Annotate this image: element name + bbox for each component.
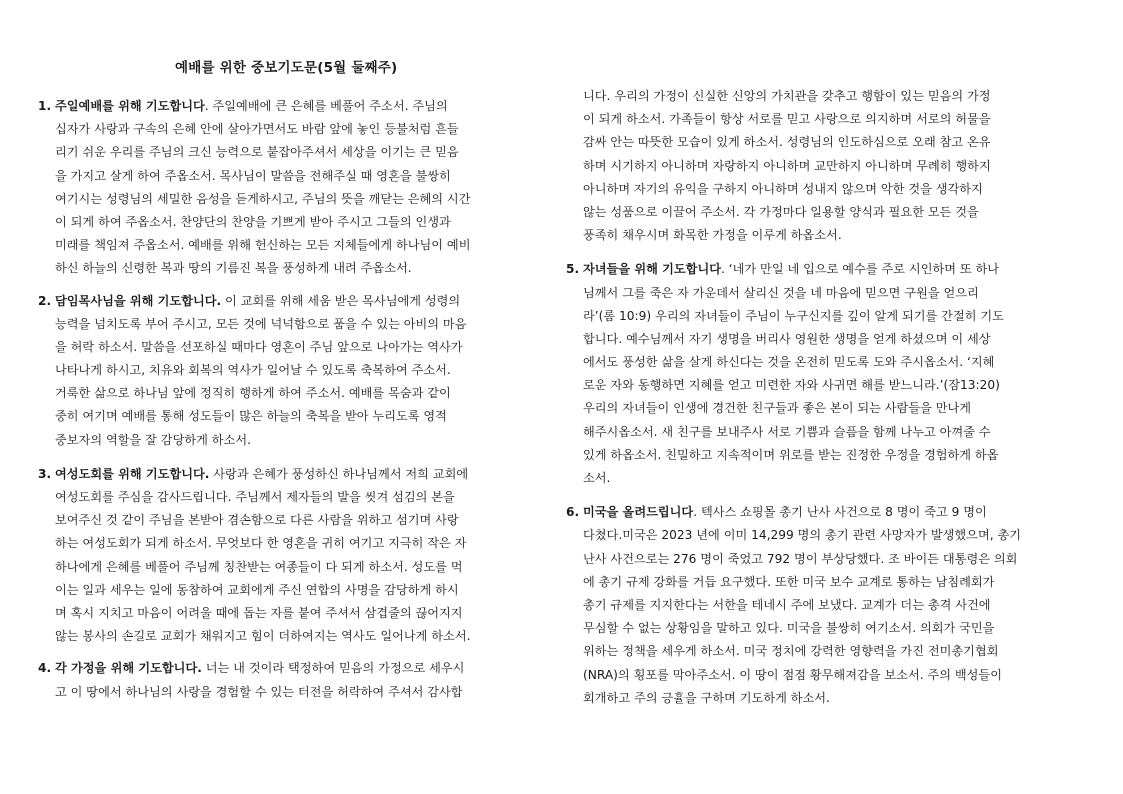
text-line: 리기 쉬운 우리를 주님의 크신 능력으로 붙잡아주셔서 세상을 이기는 큰 믿음 [55, 145, 459, 160]
section-number: 6. [566, 505, 580, 520]
section-1-heading-line [38, 95, 548, 118]
text-line: 여기시는 성령님의 세밀한 음성을 듣게하시고, 주님의 뜻을 깨닫는 은혜의 시간 [55, 191, 471, 206]
section-heading: 담임목사님을 위해 기도합니다. [55, 293, 222, 308]
text-line: 하신 하늘의 신령한 복과 땅의 기름진 복을 풍성하게 내려 주옵소서. [55, 261, 412, 276]
text-line: 않는 봉사의 손길로 교회가 채워지고 힘이 더하여지는 역사도 일어나게 하소서. [55, 629, 471, 644]
text-line: 난사 사건으로는 276 명이 죽었고 792 명이 부상당했다. 조 바이든 대통령은 의회 [583, 551, 1018, 566]
text-line: 님께서 그를 죽은 자 가운데서 살리신 것을 네 마음에 믿으면 구원을 얻으리 [583, 285, 979, 300]
text-line: 중보자의 역할을 잘 감당하게 하소서. [55, 432, 251, 447]
section-3-heading-line [38, 463, 548, 486]
text-line: 에 총기 규제 강화를 거듭 요구했다. 또한 미국 보수 교계로 통하는 남침례회가 [583, 574, 995, 589]
text-line: 하며 시기하지 아니하며 자랑하지 아니하며 교만하지 아니하며 무례히 행하지 [583, 158, 991, 173]
text-line: 로운 자와 동행하면 지혜를 얻고 미련한 자와 사귀면 해를 받느니라.’(잠13:20) [583, 378, 1000, 393]
section-text: 너는 내 것이라 택정하여 믿음의 가정으로 세우시 [201, 661, 465, 676]
text-line: 다쳤다.미국은 2023 년에 이미 14,299 명의 총기 관련 사망자가 발생했으며, 총기 [583, 528, 1022, 543]
section-text: 이 교회를 위해 세움 받은 목사님에게 성령의 [221, 293, 461, 308]
text-line: 않는 성품으로 이끌어 주소서. 각 가정마다 일용할 양식과 필요한 모든 것을 [583, 204, 979, 219]
text-line: 위하는 정책을 세우게 하소서. 미국 정치에 강력한 영향력을 가진 전미총기협회 [583, 644, 999, 659]
section-4-heading-line [38, 657, 548, 680]
left-column [38, 95, 548, 704]
text-line: 능력을 넘치도록 부어 주시고, 모든 것에 넉넉함으로 품을 수 있는 아비의 마음 [55, 316, 467, 331]
section-text: . 주일예배에 큰 은혜를 베풀어 주소서. 주님의 [204, 99, 448, 113]
section-heading: 미국을 올려드립니다 [583, 505, 694, 520]
text-line: 니다. 우리의 가정이 신실한 신앙의 가치관을 갖추고 행함이 있는 믿음의 가정 [583, 89, 991, 103]
text-line: 십자가 사랑과 구속의 은혜 안에 살아가면서도 바람 앞에 놓인 등불처럼 흔들 [55, 122, 459, 137]
text-line: 을 가지고 살게 하여 주옵소서. 목사님이 말씀을 전해주실 때 영혼을 불쌍히 [55, 168, 451, 183]
text-line: 풍족히 채우시며 화목한 가정을 이루게 하옵소서. [583, 228, 842, 243]
text-line: 이는 일과 세우는 일에 동참하여 교회에게 주신 연합의 사명을 감당하게 하시 [55, 582, 459, 597]
text-line: 라’(롬 10:9) 우리의 자녀들이 주님이 누구신지를 깊이 알게 되기를 간절히 기도 [583, 308, 1004, 323]
section-2-heading-line [38, 290, 548, 313]
text-line: 해주시옵소서. 새 친구를 보내주사 서로 기쁨과 슬픔을 함께 나누고 아껴줄 수 [583, 424, 991, 439]
text-line: 감싸 안는 따뜻한 모습이 있게 하소서. 성령님의 인도하심으로 오래 참고 온유 [583, 135, 991, 150]
section-text: . 텍사스 쇼핑몰 총기 난사 사건으로 8 명이 죽고 9 명이 [693, 505, 987, 520]
section-6-heading-line [566, 501, 1074, 524]
text-line: 고 이 땅에서 하나님의 사랑을 경험할 수 있는 터전을 허락하여 주셔서 감사합 [55, 684, 463, 699]
text-line: 하는 여성도회가 되게 하소서. 무엇보다 한 영혼을 귀히 여기고 지극히 작은 자 [55, 536, 467, 551]
page-title: 예배를 위한 중보기도문(5월 둘째주) [175, 60, 398, 76]
text-line: 무심할 수 없는 상황임을 말하고 있다. 미국을 불쌍히 여기소서. 의회가 국민을 [583, 621, 995, 636]
text-line: 하나에게 은혜를 베풀어 주님께 칭찬받는 여종들이 다 되게 하소서. 성도를 먹 [55, 559, 463, 574]
text-line: 합니다. 예수님께서 자기 생명을 버리사 영원한 생명을 얻게 하셨으며 이 세상 [583, 331, 991, 346]
text-line: 있게 하옵소서. 친밀하고 지속적이며 위로를 받는 진정한 우정을 경험하게 하옵 [583, 447, 999, 462]
right-column [566, 85, 1074, 710]
text-line: 을 허락 하소서. 말씀을 선포하실 때마다 영혼이 주님 앞으로 나아가는 역사가 [55, 339, 463, 354]
text-line: 총기 규제를 지지한다는 서한을 테네시 주에 보냈다. 교계가 더는 총격 사건에 [583, 597, 991, 612]
text-line: 여성도회를 주심을 감사드립니다. 주님께서 제자들의 발을 씻겨 섬김의 본을 [55, 490, 455, 504]
text-line: (NRA)의 횡포를 막아주소서. 이 땅이 점점 황무해져감을 보소서. 주의 백성들이 [583, 667, 1002, 682]
text-line: 이 되게 하여 주옵소서. 찬양단의 찬양을 기쁘게 받아 주시고 그들의 인생과 [55, 214, 451, 229]
text-line: 회개하고 주의 긍휼을 구하며 기도하게 하소서. [583, 690, 830, 705]
section-number: 2. [38, 293, 52, 308]
text-line: 거룩한 삶으로 하나님 앞에 정직히 행하게 하여 주소서. 예배를 목숨과 같이 [55, 386, 451, 401]
section-heading: 각 가정을 위해 기도합니다. [55, 661, 202, 676]
text-line: 소서. [583, 471, 611, 485]
section-number: 5. [566, 262, 580, 277]
text-line: 우리의 자녀들이 인생에 경건한 친구들과 좋은 본이 되는 사람들을 만나게 [583, 401, 972, 416]
text-line: 보여주신 것 같이 주님을 본받아 겸손함으로 다른 사람을 위하고 섬기며 사랑 [55, 513, 459, 528]
section-heading: 주일예배를 위해 기도합니다 [55, 99, 205, 113]
text-line: 며 혹시 지치고 마음이 어려울 때에 돕는 자를 붙여 주셔서 삼겹줄의 끊어지지 [55, 605, 463, 620]
section-heading: 자녀들을 위해 기도합니다 [583, 262, 721, 277]
text-line: 아니하며 자기의 유익을 구하지 아니하며 성내지 않으며 악한 것을 생각하지 [583, 181, 983, 196]
section-text: . ‘네가 만일 네 입으로 예수를 주로 시인하며 또 하나 [721, 262, 1000, 277]
section-text: 사랑과 은혜가 풍성하신 하나님께서 저희 교회에 [209, 466, 469, 481]
text-line: 중히 여기며 예배를 통해 성도들이 많은 하늘의 축복을 받아 누리도록 영적 [55, 409, 447, 424]
section-5-heading-line [566, 258, 1074, 281]
section-number: 3. [38, 466, 52, 481]
section-number: 1. [38, 99, 52, 113]
section-number: 4. [38, 661, 52, 676]
text-line: 에서도 풍성한 삶을 살게 하신다는 것을 온전히 믿도록 도와 주시옵소서. ‘지혜 [583, 355, 995, 370]
text-line: 미래를 책임져 주옵소서. 예배를 위해 헌신하는 모든 지체들에게 하나님이 예비 [55, 238, 471, 253]
text-line: 이 되게 하소서. 가족들이 항상 서로를 믿고 사랑으로 의지하며 서로의 허물을 [583, 112, 991, 127]
text-line: 나타나게 하시고, 치유와 회복의 역사가 일어날 수 있도록 축복하여 주소서. [55, 363, 451, 378]
section-heading: 여성도회를 위해 기도합니다. [55, 466, 210, 481]
